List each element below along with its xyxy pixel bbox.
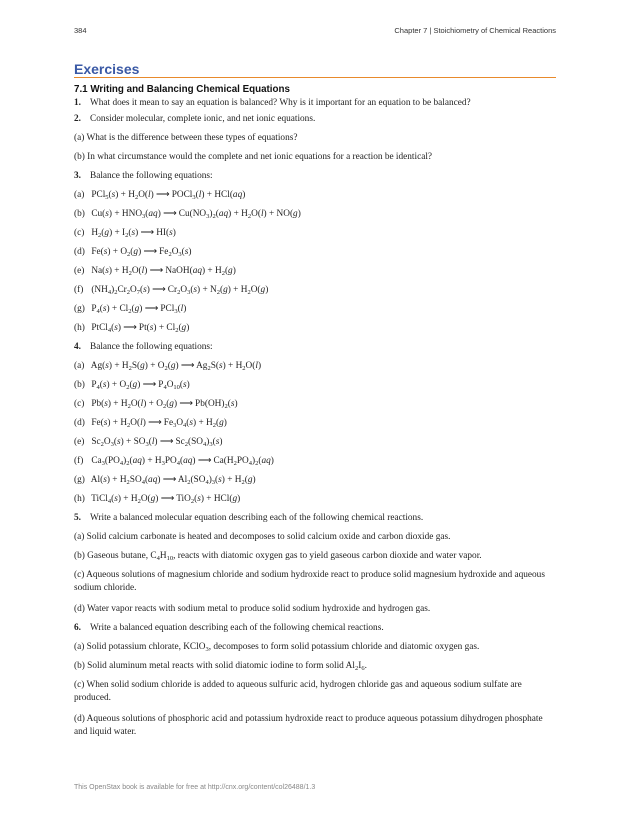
equation-3g: (g) $P_4(s) + Cl_2(g)$ ⟶ PCl$_3$(l) <box>74 304 187 315</box>
question-5 <box>74 512 556 531</box>
question-3 <box>74 170 556 189</box>
page-number: 384 <box>74 26 87 35</box>
question-text: Write a balanced molecular equation describing each of the following chemical reactions. <box>90 513 424 523</box>
page-header <box>74 26 556 38</box>
question-2a: (a) What is the difference between these types of equations? <box>74 133 298 143</box>
question-5c: (c) Aqueous solutions of magnesium chloride and sodium hydroxide react to produce solid magnesium hydroxide and aqueous sodium chloride. <box>74 570 545 593</box>
question-number: 2. <box>74 114 81 124</box>
equation-3f: (f) $(NH_4)_2Cr_2O_7(s)$ ⟶ $Cr_2O_3(s) + N_2(g) + H_2O(g)$ <box>74 285 269 296</box>
question-5a: (a) Solid calcium carbonate is heated and decomposes to solid calcium oxide and carbon dioxide gas. <box>74 532 451 542</box>
equation-4b: (b) $P_4(s) + O_2(g)$ ⟶ $P_4O_{10}(s)$ <box>74 380 190 391</box>
question-6a: (a) Solid potassium chlorate, KClO$_3$, decomposes to form solid potassium chloride and diatomic oxygen gas. <box>74 642 480 653</box>
exercise-content <box>74 83 556 747</box>
question-6c: (c) When solid sodium chloride is added to aqueous sulfuric acid, hydrogen chloride gas and aqueous sodium sulfate are produced. <box>74 680 522 703</box>
question-6b: (b) Solid aluminum metal reacts with solid diatomic iodine to form solid $Al_2I_6$. <box>74 661 367 672</box>
section-divider <box>74 77 556 78</box>
equation-3a: (a) $PCl_5(s) + H_2O(l)$ ⟶ POCl$_3$(l) + HCl(aq) <box>74 190 246 201</box>
question-text: Consider molecular, complete ionic, and net ionic equations. <box>90 114 316 124</box>
equation-3h: (h) PtCl$_4$(s) ⟶ $Pt(s) + Cl_2(g)$ <box>74 323 190 334</box>
equation-3d: (d) $Fe(s) + O_2(g)$ ⟶ $Fe_2O_3(s)$ <box>74 247 192 258</box>
question-4 <box>74 341 556 360</box>
question-number: 6. <box>74 623 81 633</box>
equation-4c: (c) $Pb(s) + H_2O(l) + O_2(g)$ ⟶ $Pb(OH)_2(s)$ <box>74 399 238 410</box>
subsection-title: 7.1 Writing and Balancing Chemical Equations <box>74 84 290 95</box>
equation-4h: (h) TiCl$_4$(s) + $H_2O(g)$ ⟶ TiO$_2$(s) + HCl(g) <box>74 494 241 505</box>
question-text: Write a balanced equation describing each of the following chemical reactions. <box>90 623 384 633</box>
question-number: 5. <box>74 513 81 523</box>
question-text: Balance the following equations: <box>90 171 213 181</box>
equation-3c: (c) $H_2(g) + I_2(s)$ ⟶ HI(s) <box>74 228 176 239</box>
question-2 <box>74 113 556 132</box>
question-text: Balance the following equations: <box>90 342 213 352</box>
question-text: What does it mean to say an equation is balanced? Why is it important for an equation to be balanced? <box>90 98 471 108</box>
equation-3e: (e) $Na(s) + H_2O(l)$ ⟶ NaOH(aq) + $H_2(g)$ <box>74 266 236 277</box>
section-title: Exercises <box>74 61 140 77</box>
question-6d: (d) Aqueous solutions of phosphoric acid and potassium hydroxide react to produce aqueous potassium dihydrogen phosphate and liquid water. <box>74 714 543 737</box>
page-footer: This OpenStax book is available for free at http://cnx.org/content/col26488/1.3 <box>74 784 316 791</box>
question-number: 1. <box>74 98 81 108</box>
question-1 <box>74 97 556 113</box>
question-5d: (d) Water vapor reacts with sodium metal to produce solid sodium hydroxide and hydrogen gas. <box>74 604 431 614</box>
question-5b: (b) Gaseous butane, $C_4H_{10}$, reacts with diatomic oxygen gas to yield gaseous carbon dioxide and water vapor. <box>74 551 482 562</box>
equation-4f: (f) $Ca_3(PO_4)_2(aq) + H_3PO_4(aq)$ ⟶ $Ca(H_2PO_4)_2(aq)$ <box>74 456 274 467</box>
chapter-title: Chapter 7 | Stoichiometry of Chemical Reactions <box>394 26 556 35</box>
question-number: 3. <box>74 171 81 181</box>
question-2b: (b) In what circumstance would the complete and net ionic equations for a reaction be identical? <box>74 152 433 162</box>
equation-4d: (d) $Fe(s) + H_2O(l)$ ⟶ $Fe_3O_4(s) + H_2(g)$ <box>74 418 227 429</box>
question-number: 4. <box>74 342 81 352</box>
question-6 <box>74 622 556 641</box>
equation-4g: (g) $Al(s) + H_2SO_4(aq)$ ⟶ $Al_2(SO_4)_3(s) + H_2(g)$ <box>74 475 256 486</box>
equation-4a: (a) $Ag(s) + H_2S(g) + O_2(g)$ ⟶ $Ag_2S(s) + H_2O(l)$ <box>74 361 262 372</box>
equation-3b: (b) $Cu(s) + HNO_3(aq)$ ⟶ $Cu(NO_3)_2(aq) + H_2O(l) + NO(g)$ <box>74 209 301 220</box>
equation-4e: (e) $Sc_2O_3(s) + SO_3(l)$ ⟶ $Sc_2(SO_4)_3(s)$ <box>74 437 223 448</box>
